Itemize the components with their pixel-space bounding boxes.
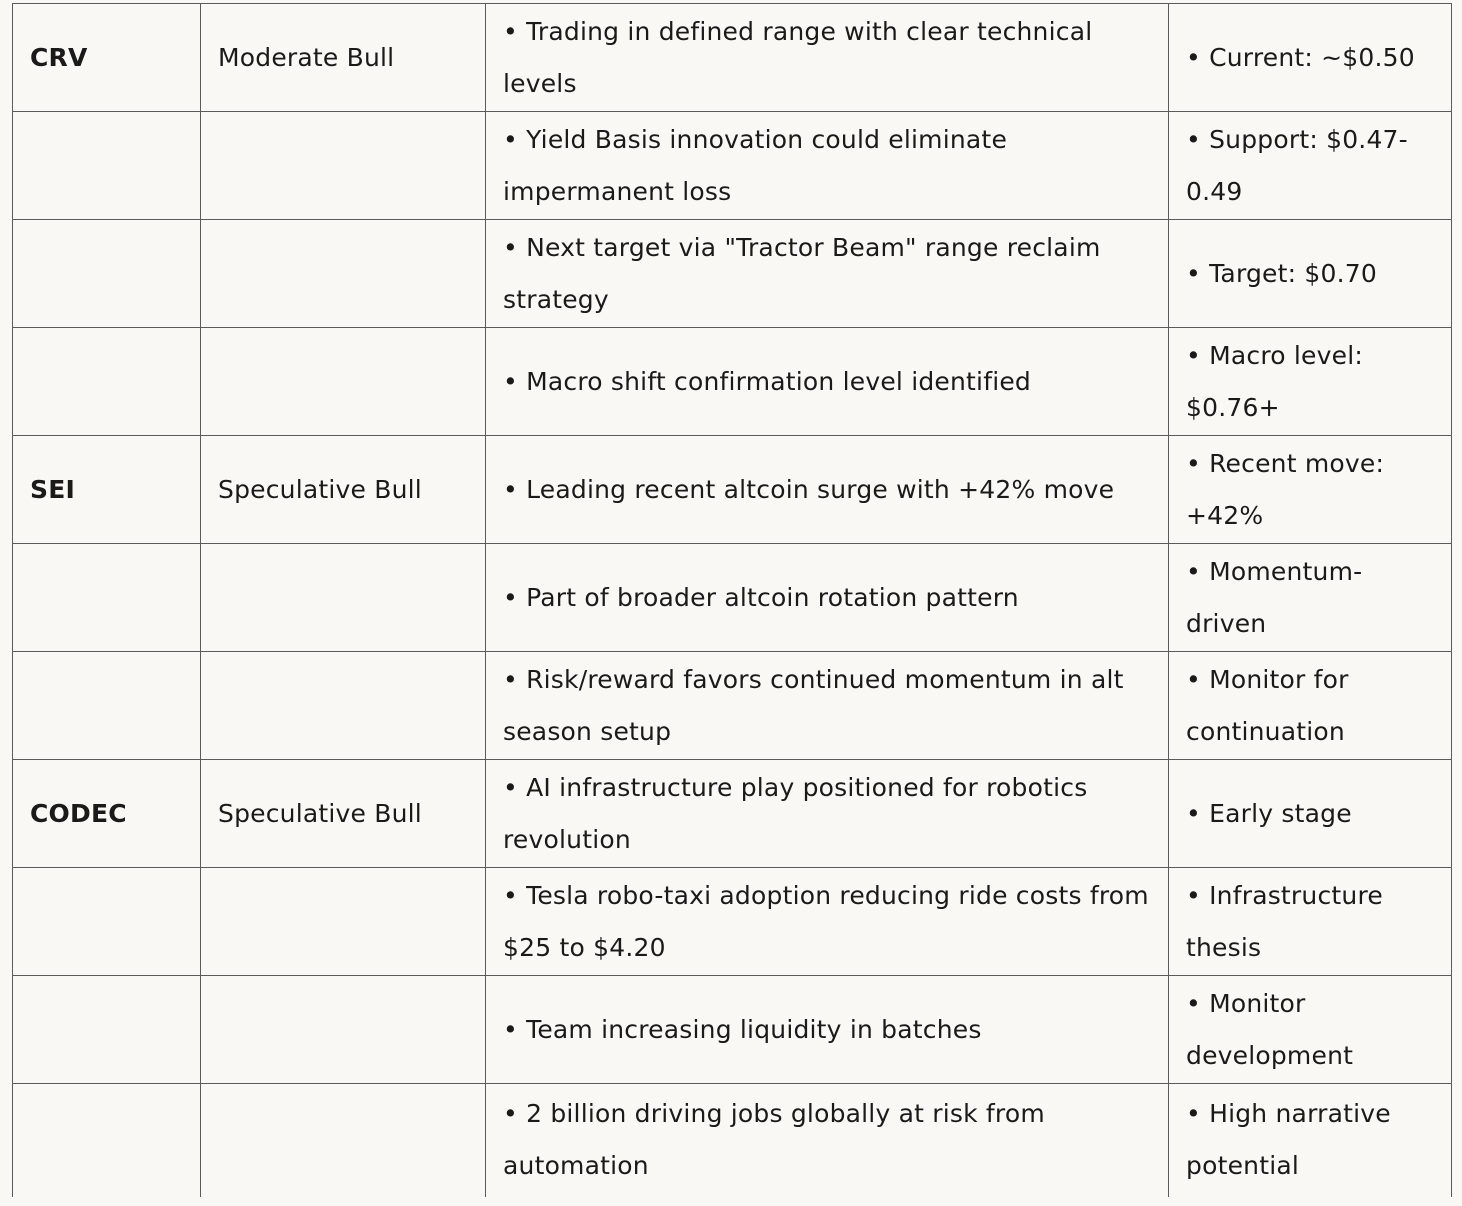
asset-cell [13, 1084, 201, 1197]
outlook-cell [201, 220, 486, 328]
levels-cell: • Target: $0.70 [1169, 220, 1452, 328]
thesis-cell: • Team increasing liquidity in batches [486, 976, 1169, 1084]
outlook-cell [201, 1084, 486, 1197]
levels-cell: • Macro level: $0.76+ [1169, 328, 1452, 436]
thesis-cell: • Yield Basis innovation could eliminate impermanent loss [486, 112, 1169, 220]
thesis-cell: • Trading in defined range with clear technical levels [486, 4, 1169, 112]
levels-cell: • Recent move: +42% [1169, 436, 1452, 544]
asset-cell: CRV [13, 4, 201, 112]
outlook-cell: Speculative Bull [201, 760, 486, 868]
thesis-cell: • 2 billion driving jobs globally at risk from automation [486, 1084, 1169, 1197]
table-row [13, 220, 1452, 328]
thesis-cell: • Tesla robo-taxi adoption reducing ride costs from $25 to $4.20 [486, 868, 1169, 976]
levels-cell: • Monitor development [1169, 976, 1452, 1084]
outlook-cell [201, 328, 486, 436]
table-row [13, 976, 1452, 1084]
levels-cell: • Early stage [1169, 760, 1452, 868]
outlook-cell [201, 652, 486, 760]
thesis-cell: • Risk/reward favors continued momentum in alt season setup [486, 652, 1169, 760]
outlook-cell [201, 544, 486, 652]
thesis-cell: • Leading recent altcoin surge with +42% move [486, 436, 1169, 544]
thesis-cell: • AI infrastructure play positioned for robotics revolution [486, 760, 1169, 868]
levels-cell: • Monitor for continuation [1169, 652, 1452, 760]
thesis-cell: • Next target via "Tractor Beam" range reclaim strategy [486, 220, 1169, 328]
levels-cell: • Momentum-driven [1169, 544, 1452, 652]
levels-cell: • Current: ~$0.50 [1169, 4, 1452, 112]
levels-cell: • Support: $0.47-0.49 [1169, 112, 1452, 220]
table-row [13, 112, 1452, 220]
table-row [13, 868, 1452, 976]
outlook-cell: Speculative Bull [201, 436, 486, 544]
table-row [13, 652, 1452, 760]
table-row [13, 4, 1452, 112]
table-row [13, 328, 1452, 436]
outlook-cell [201, 112, 486, 220]
table-row [13, 760, 1452, 868]
analysis-table [12, 3, 1452, 1197]
asset-cell: CODEC [13, 760, 201, 868]
outlook-cell: Moderate Bull [201, 4, 486, 112]
asset-cell [13, 544, 201, 652]
asset-cell [13, 652, 201, 760]
table-row [13, 544, 1452, 652]
asset-cell: SEI [13, 436, 201, 544]
asset-cell [13, 328, 201, 436]
table-row [13, 1084, 1452, 1197]
asset-cell [13, 976, 201, 1084]
outlook-cell [201, 868, 486, 976]
levels-cell: • Infrastructure thesis [1169, 868, 1452, 976]
thesis-cell: • Macro shift confirmation level identified [486, 328, 1169, 436]
asset-cell [13, 868, 201, 976]
outlook-cell [201, 976, 486, 1084]
thesis-cell: • Part of broader altcoin rotation pattern [486, 544, 1169, 652]
table-row [13, 436, 1452, 544]
asset-cell [13, 112, 201, 220]
asset-cell [13, 220, 201, 328]
levels-cell: • High narrative potential [1169, 1084, 1452, 1197]
